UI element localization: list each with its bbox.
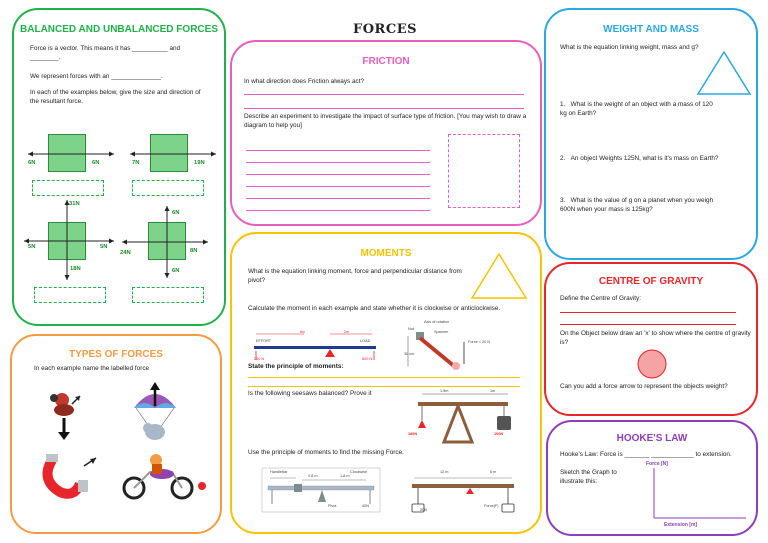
spanner-label: Spanner <box>434 330 449 334</box>
example-d-right-label: 8N <box>190 248 198 254</box>
resultant-instruction: In each of the examples below, give the size and direction of the resultant force. <box>30 89 201 106</box>
example-c-up-label: 31N <box>69 201 80 207</box>
example-a-right-label: 6N <box>92 160 100 166</box>
example-b-arrows <box>130 134 220 174</box>
seesaw-crane-diagram <box>408 392 520 446</box>
friction-panel <box>230 40 542 226</box>
friction-answer-line[interactable] <box>246 162 430 163</box>
example-d-up-label: 6N <box>172 210 180 216</box>
moments-title: MOMENTS <box>360 248 412 259</box>
example-c-answer-box[interactable] <box>34 287 106 303</box>
example-c-arrows <box>24 200 124 290</box>
example-b-right-label: 19N <box>194 160 205 166</box>
example-c-down-label: 18N <box>70 266 81 272</box>
effort-label: EFFORT <box>256 339 272 343</box>
example-a-line <box>28 134 118 174</box>
hookes-law-title: HOOKE'S LAW <box>616 433 688 444</box>
example-a-left-label: 6N <box>28 160 36 166</box>
handlebar-label: Handlebar <box>270 470 288 474</box>
example-b-left-label: 7N <box>132 160 140 166</box>
moments-panel <box>230 232 542 534</box>
magnet-picture <box>44 454 96 500</box>
moment-example-1-diagram <box>254 330 378 364</box>
weight-mass-panel <box>544 8 758 260</box>
seesaw-distance-1-label: 1.5m <box>440 389 449 393</box>
friction-title: FRICTION <box>362 56 410 67</box>
swinging-monkey-picture <box>44 390 84 440</box>
hookes-law-sketch-prompt: Sketch the Graph to illustrate this: <box>560 469 617 486</box>
example-d-left-label: 24N <box>120 250 131 256</box>
principle-answer-line[interactable] <box>248 386 520 387</box>
distance-2-label: 2m <box>344 330 350 334</box>
plank-distance-2-label: 6 m <box>490 470 497 474</box>
weight-mass-title: WEIGHT AND MASS <box>603 24 699 35</box>
pivot-label: Pivot <box>328 504 337 508</box>
gravity-answer-line[interactable] <box>560 324 736 325</box>
lever-diagram <box>262 468 382 518</box>
centre-of-gravity-title: CENTRE OF GRAVITY <box>598 276 704 287</box>
balanced-forces-title: BALANCED AND UNBALANCED FORCES <box>20 24 218 35</box>
vector-sentence: Force is a vector. This means it has __________ and ________. <box>30 45 181 62</box>
friction-question-2: Describe an experiment to investigate the impact of surface type of friction. [You may wish to draw a diagram to help you] <box>244 113 527 130</box>
balanced-forces-panel <box>12 8 226 326</box>
parachute-elephant-picture <box>130 386 180 446</box>
example-d-down-label: 6N <box>172 268 180 274</box>
example-a-answer-box[interactable] <box>32 180 104 196</box>
weight-equation-question: What is the equation linking weight, mass and g? <box>560 44 699 51</box>
gravity-object-circle[interactable] <box>636 348 668 380</box>
example-b-answer-box[interactable] <box>132 180 204 196</box>
weight-triangle <box>696 50 752 96</box>
load-label: LOAD <box>360 339 371 343</box>
q3-number: 3. <box>560 197 571 204</box>
arrow-sentence: We represent forces with an ______________. <box>30 73 163 80</box>
q3-text: What is the value of g on a planet when you weigh 600N when your mass is 125kg? <box>560 197 714 214</box>
lever-distance-1-label: 0.8 m <box>308 474 318 478</box>
gravity-define-question: Define the Centre of Gravity: <box>560 295 641 302</box>
principle-answer-line[interactable] <box>248 377 520 378</box>
missing-force-question: Use the principle of moments to find the missing Force. <box>248 449 404 456</box>
seesaw-balanced-question: Is the following seesaws balanced? Prove it <box>248 390 372 397</box>
weight-question-3 <box>560 196 720 215</box>
plank-distance-1-label: 12 m <box>440 470 449 474</box>
spanner-force-label: Force = 20 N <box>468 340 491 344</box>
example-c-right-label: 5N <box>100 244 108 250</box>
force-axis-label: Force [N] <box>646 461 668 467</box>
gravity-draw-question: On the Object below draw an 'x' to show where the centre of gravity is? <box>560 330 751 347</box>
hookes-law-statement: Hooke's Law: Force is _______ ____________ to extension. <box>560 451 732 458</box>
force-2-label: 600 N <box>362 357 373 361</box>
hookes-law-panel <box>546 420 758 536</box>
friction-answer-line[interactable] <box>244 94 524 95</box>
moments-calculate-question: Calculate the moment in each example and state whether it is clockwise or anticlockwise. <box>248 305 501 312</box>
friction-answer-line[interactable] <box>246 210 430 211</box>
principle-of-moments-prompt: State the principle of moments: <box>248 363 344 370</box>
gravity-arrow-question: Can you add a force arrow to represent the objects weight? <box>560 383 728 390</box>
q1-text: What is the weight of an object with a mass of 120 kg on Earth? <box>560 101 713 118</box>
distance-1-label: 6m <box>300 330 306 334</box>
spanner-distance-label: 30 cm <box>404 352 415 356</box>
friction-question-1: In what direction does Friction always act? <box>244 78 365 85</box>
weight-question-1 <box>560 100 720 119</box>
lever-distance-2-label: 1.8 m <box>340 474 350 478</box>
friction-diagram-box[interactable] <box>448 134 520 208</box>
types-instruction: In each example name the labelled force <box>34 365 150 372</box>
types-of-forces-panel <box>10 334 222 534</box>
example-c-left-label: 5N <box>28 244 36 250</box>
friction-answer-line[interactable] <box>244 108 524 109</box>
types-of-forces-title: TYPES OF FORCES <box>69 349 163 360</box>
example-d-arrows <box>122 206 222 286</box>
plank-force-label: Force(F) <box>484 504 499 508</box>
seesaw-weight-1-label: 180N <box>408 432 418 436</box>
gravity-answer-line[interactable] <box>560 312 736 313</box>
q2-text: An object Weights 125N, what is it's mass on Earth? <box>570 155 719 162</box>
q1-number: 1. <box>560 101 571 108</box>
weight-question-2 <box>560 154 750 163</box>
page-title: FORCES <box>352 22 417 37</box>
plank-diagram <box>408 474 520 520</box>
hookes-law-graph-axes[interactable] <box>652 468 748 522</box>
lever-weight-label: 40N <box>362 504 369 508</box>
extension-axis-label: Extension [m] <box>664 522 698 528</box>
friction-answer-line[interactable] <box>246 174 430 175</box>
example-d-answer-box[interactable] <box>132 287 204 303</box>
force-1-label: 200 N <box>254 357 265 361</box>
nut-label: Nut <box>408 327 414 331</box>
moments-triangle <box>470 252 528 302</box>
seesaw-distance-2-label: 1m <box>490 389 496 393</box>
seesaw-weight-2-label: 100N <box>494 432 504 436</box>
plank-weight-label: 20N <box>420 508 427 512</box>
spanner-diagram <box>404 326 494 370</box>
clockwise-label: Clockwise <box>350 470 368 474</box>
friction-answer-line[interactable] <box>246 150 430 151</box>
moments-equation-question: What is the equation linking moment, force and perpendicular distance from pivot? <box>248 268 462 285</box>
friction-answer-line[interactable] <box>246 198 430 199</box>
friction-answer-line[interactable] <box>246 186 430 187</box>
centre-of-gravity-panel <box>544 262 758 416</box>
axis-of-rotation-label: Axis of rotation <box>424 320 450 324</box>
motorbike-picture <box>116 450 206 500</box>
q2-number: 2. <box>560 155 571 162</box>
